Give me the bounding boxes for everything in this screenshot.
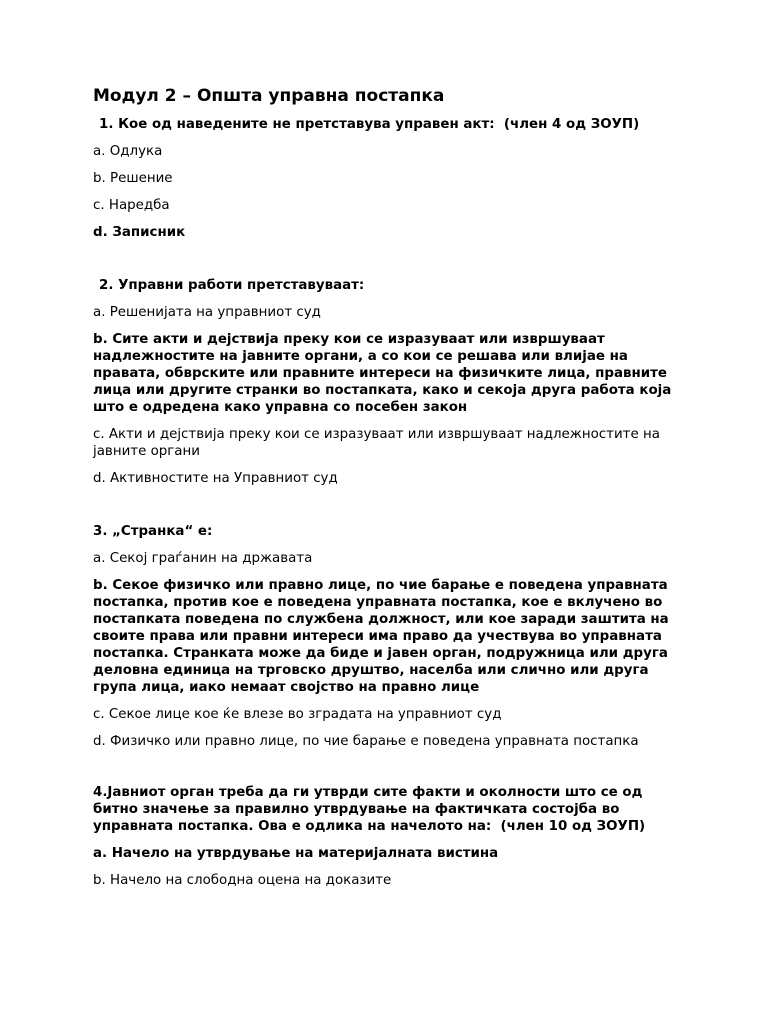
spacer bbox=[93, 251, 683, 277]
spacer bbox=[93, 497, 683, 523]
question-4: 4.Јавниот орган треба да ги утврди сите факти и околности што се од битно значење за правилно утврдување на фактичката состојба во управната постапка. Ова е одлика на начелото на: (член 10 од ЗОУП) bbox=[93, 785, 648, 834]
question-4-option-b: b. Начело на слободна оцена на доказите bbox=[93, 873, 392, 888]
spacer bbox=[93, 760, 683, 784]
question-2-option-b: b. Сите акти и дејствија преку кои се изразуваат или извршуваат надлежностите на јавните органи, а со кои се решава или влијае на правата, обврските или правните интереси на физичките лица, правните лица или другите странки во постапката, како и секоја друга работа која што е одредена како управна со посебен закон bbox=[93, 332, 672, 415]
question-3: 3. „Странка“ е: bbox=[93, 524, 213, 539]
question-1: 1. Кое од наведените не претставува управен акт: (член 4 од ЗОУП) bbox=[99, 117, 640, 132]
question-2-option-c: c. Акти и дејствија преку кои се изразуваат или извршуваат надлежностите на јавните органи bbox=[93, 427, 660, 459]
question-2-option-a: a. Решенијата на управниот суд bbox=[93, 305, 321, 320]
question-3-option-b: b. Секое физичко или правно лице, по чие барање е поведена управната постапка, против кое е поведена управната постапка, кое е вклучено во постапката поведена по службена должност, или кое заради заштита на своите права или правни интереси има право да учествува во управната постапка. Странката може да биде и јавен орган, подружница или друга деловна единица на трговско друштво, населба или слично или друга група лица, иако немаат својство на правно лице bbox=[93, 578, 669, 695]
question-4-option-a: a. Начело на утврдување на материјалната вистина bbox=[93, 846, 499, 861]
question-2: 2. Управни работи претставуваат: bbox=[99, 278, 365, 293]
document-title: Модул 2 – Општа управна постапка bbox=[93, 86, 445, 106]
question-3-option-d: d. Физичко или правно лице, по чие барање е поведена управната постапка bbox=[93, 734, 639, 749]
question-2-option-d: d. Активностите на Управниот суд bbox=[93, 471, 338, 486]
question-1-option-b: b. Решение bbox=[93, 171, 173, 186]
document-page bbox=[93, 86, 683, 899]
question-3-option-a: a. Секој граѓанин на државата bbox=[93, 551, 313, 566]
question-3-option-c: c. Секое лице кое ќе влезе во зградата на управниот суд bbox=[93, 707, 502, 722]
question-1-option-d: d. Записник bbox=[93, 225, 186, 240]
question-1-option-c: c. Наредба bbox=[93, 198, 170, 213]
question-1-option-a: a. Одлука bbox=[93, 144, 163, 159]
